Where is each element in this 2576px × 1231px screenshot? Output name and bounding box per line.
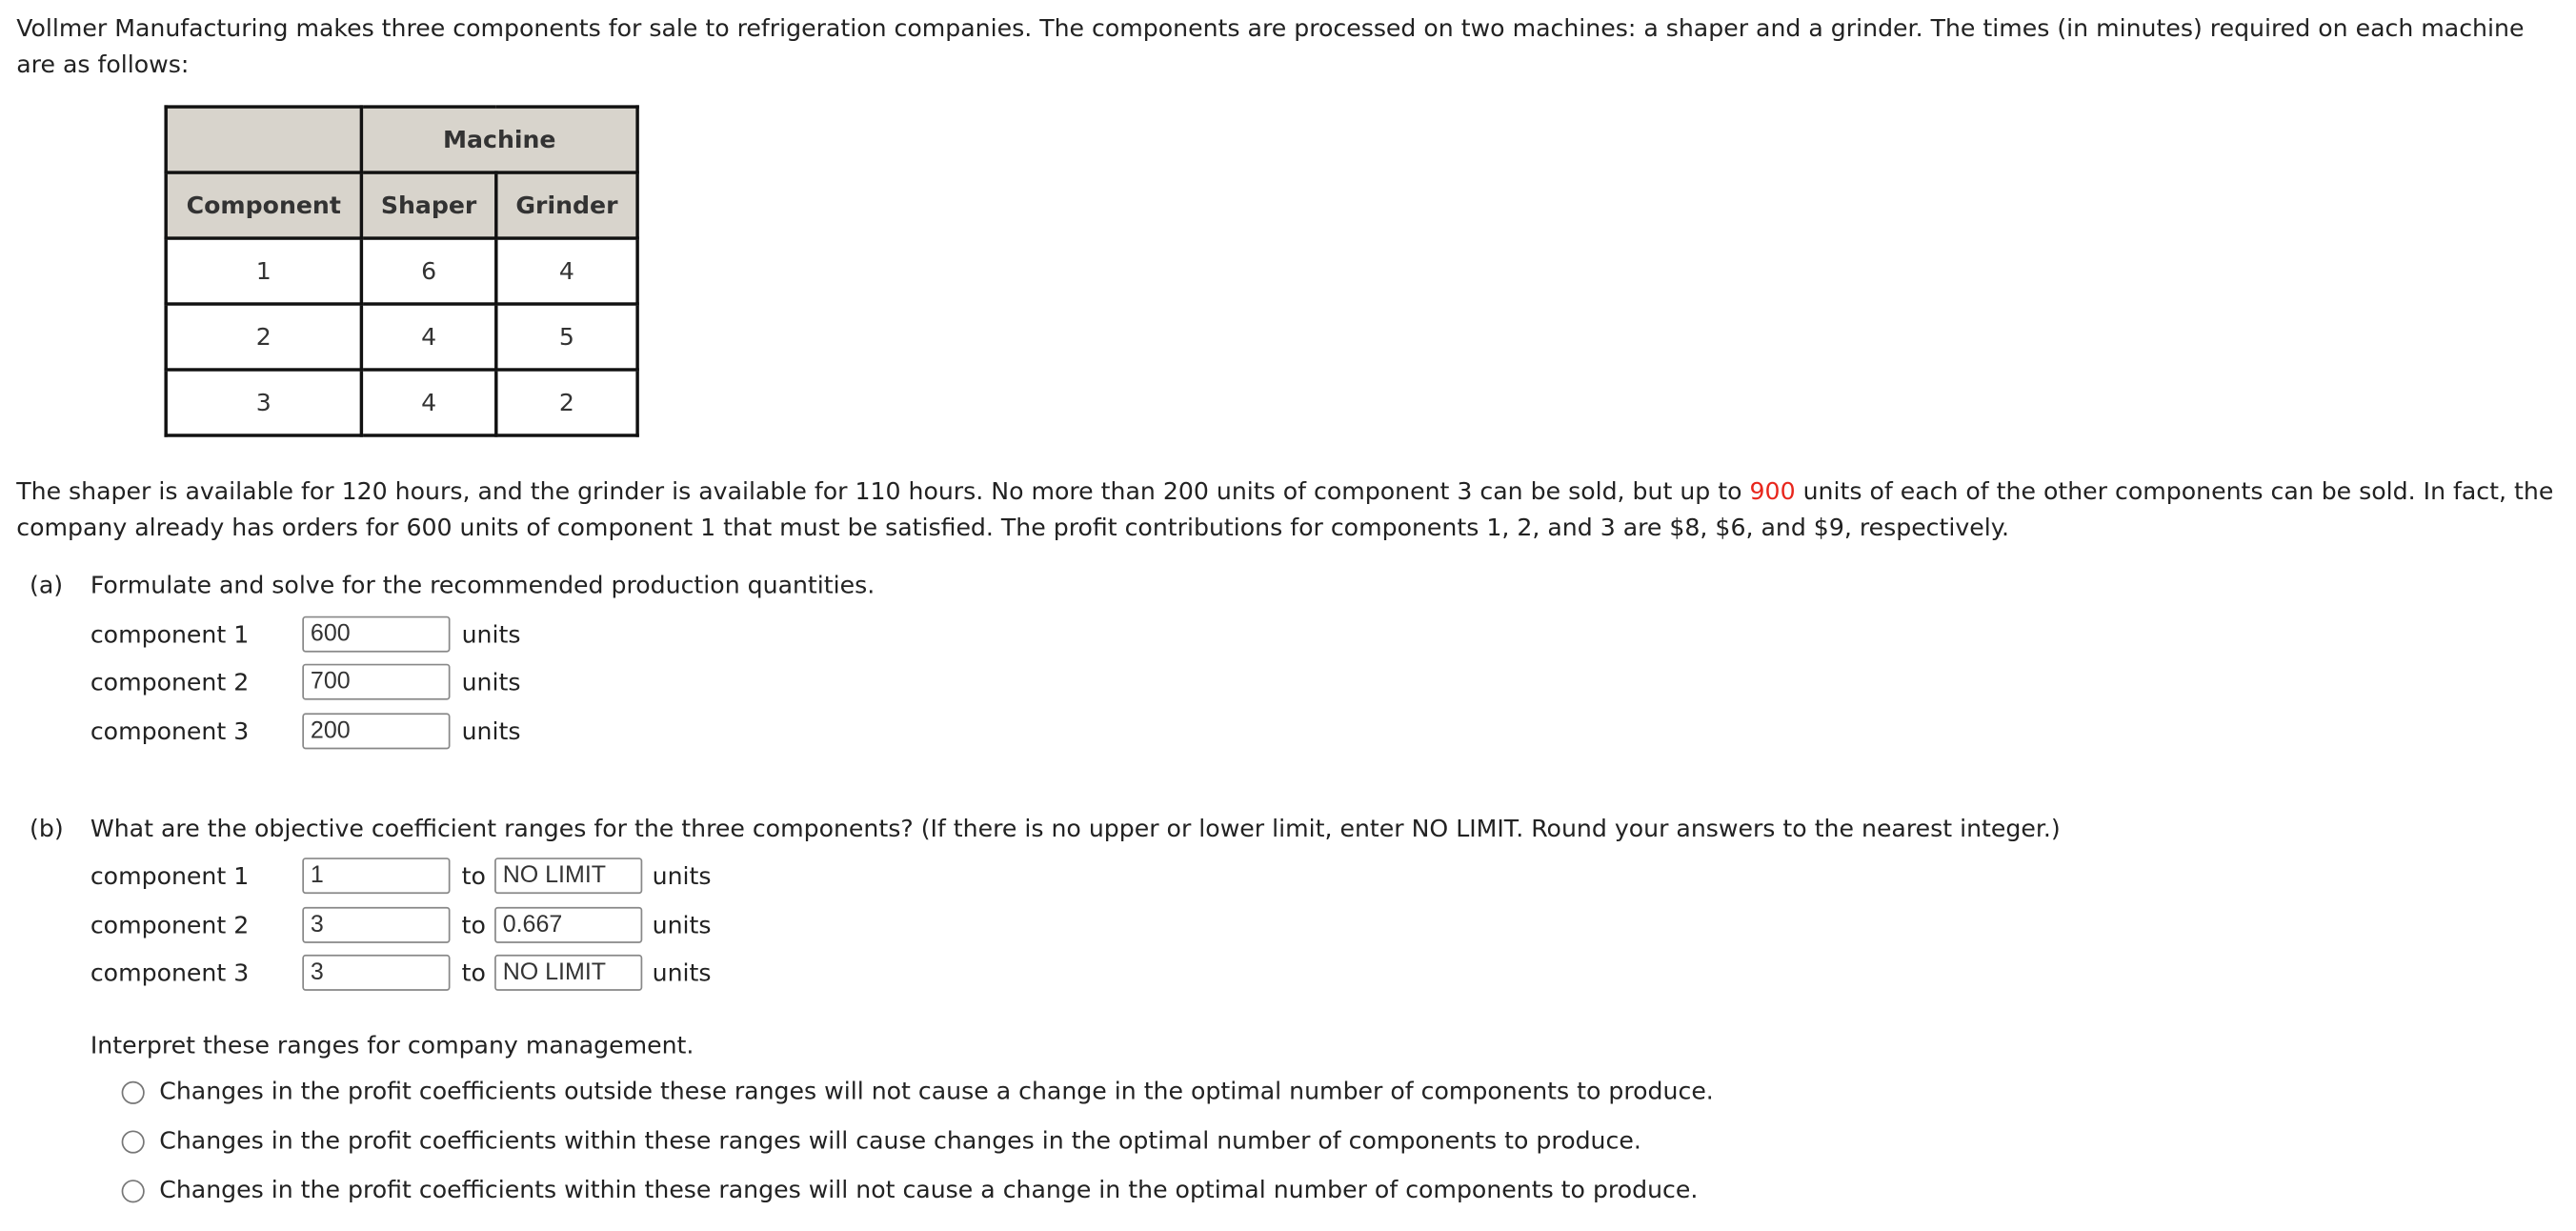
option-3-radio[interactable]	[122, 1180, 145, 1202]
row-label: component 1	[90, 862, 250, 891]
row-label: component 1	[90, 620, 250, 650]
option-2-radio[interactable]	[122, 1130, 145, 1153]
table-cell: 4	[496, 238, 637, 304]
row-label: component 2	[90, 912, 250, 940]
component-1-lower-input[interactable]	[302, 858, 450, 894]
part-b-question: What are the objective coefficient ranges for the three components? (If there is no upper or lower limit, enter NO LIMIT. Round your answers to the nearest integer.)	[90, 815, 2061, 843]
table-group-header: Machine	[361, 107, 637, 172]
unit-label: units	[461, 620, 521, 650]
row-label: component 3	[90, 959, 250, 988]
highlighted-value: 900	[1749, 477, 1796, 507]
constraints-text	[16, 474, 2554, 547]
table-header: Component	[166, 172, 361, 238]
table-row	[166, 238, 637, 304]
unit-label: units	[652, 912, 712, 940]
table-header: Shaper	[361, 172, 495, 238]
text: The shaper is available for 120 hours, and the grinder is available for 110 hours. No more than 200 units of component 3 can be sold, but up to	[16, 477, 1750, 507]
table-cell: 4	[361, 370, 495, 435]
table-cell: 1	[166, 238, 361, 304]
table-cell: 2	[166, 304, 361, 370]
unit-label: units	[652, 959, 712, 988]
unit-label: units	[461, 717, 521, 746]
option-1-radio[interactable]	[122, 1081, 145, 1104]
component-2-lower-input[interactable]	[302, 907, 450, 943]
machine-times-table	[164, 105, 638, 436]
part-a-label: (a)	[30, 572, 64, 600]
part-a-question: Formulate and solve for the recommended production quantities.	[90, 572, 875, 600]
table-cell: 4	[361, 304, 495, 370]
component-3-quantity-input[interactable]	[302, 713, 450, 749]
component-2-upper-input[interactable]	[494, 907, 642, 943]
unit-label: units	[652, 862, 712, 891]
component-2-quantity-input[interactable]	[302, 664, 450, 700]
component-1-quantity-input[interactable]	[302, 616, 450, 653]
component-3-upper-input[interactable]	[494, 955, 642, 991]
to-label: to	[461, 862, 486, 891]
option-3-label[interactable]: Changes in the profit coefficients within these ranges will not cause a change in the optimal number of components to produce.	[159, 1176, 1699, 1205]
intro-text: Vollmer Manufacturing makes three components for sale to refrigeration companies. The components are processed on two machines: a shaper and a grinder. The times (in minutes) required on each machine are as follows:	[16, 14, 2525, 79]
table-cell: 5	[496, 304, 637, 370]
table-row	[166, 304, 637, 370]
table-cell: 6	[361, 238, 495, 304]
unit-label: units	[461, 668, 521, 697]
option-1-label[interactable]: Changes in the profit coefficients outside these ranges will not cause a change in the optimal number of components to produce.	[159, 1078, 1714, 1106]
table-header: Grinder	[496, 172, 637, 238]
component-3-lower-input[interactable]	[302, 955, 450, 991]
part-b-label: (b)	[30, 815, 64, 843]
option-2-label[interactable]: Changes in the profit coefficients within these ranges will cause changes in the optimal number of components to produce.	[159, 1127, 1641, 1156]
table-cell: 3	[166, 370, 361, 435]
row-label: component 3	[90, 717, 250, 746]
table-row	[166, 370, 637, 435]
text: units of each of the other components can be sold. In fact, the company already has orders for 600 units of component 1 that must be satisfied. The profit contributions for components 1, 2, and 3 are $8, $6, and $9, respectively.	[16, 477, 2554, 543]
interpret-prompt: Interpret these ranges for company management.	[90, 1031, 694, 1060]
to-label: to	[461, 912, 486, 940]
table-cell: 2	[496, 370, 637, 435]
component-1-upper-input[interactable]	[494, 858, 642, 894]
table-corner	[166, 107, 361, 172]
row-label: component 2	[90, 668, 250, 697]
to-label: to	[461, 959, 486, 988]
